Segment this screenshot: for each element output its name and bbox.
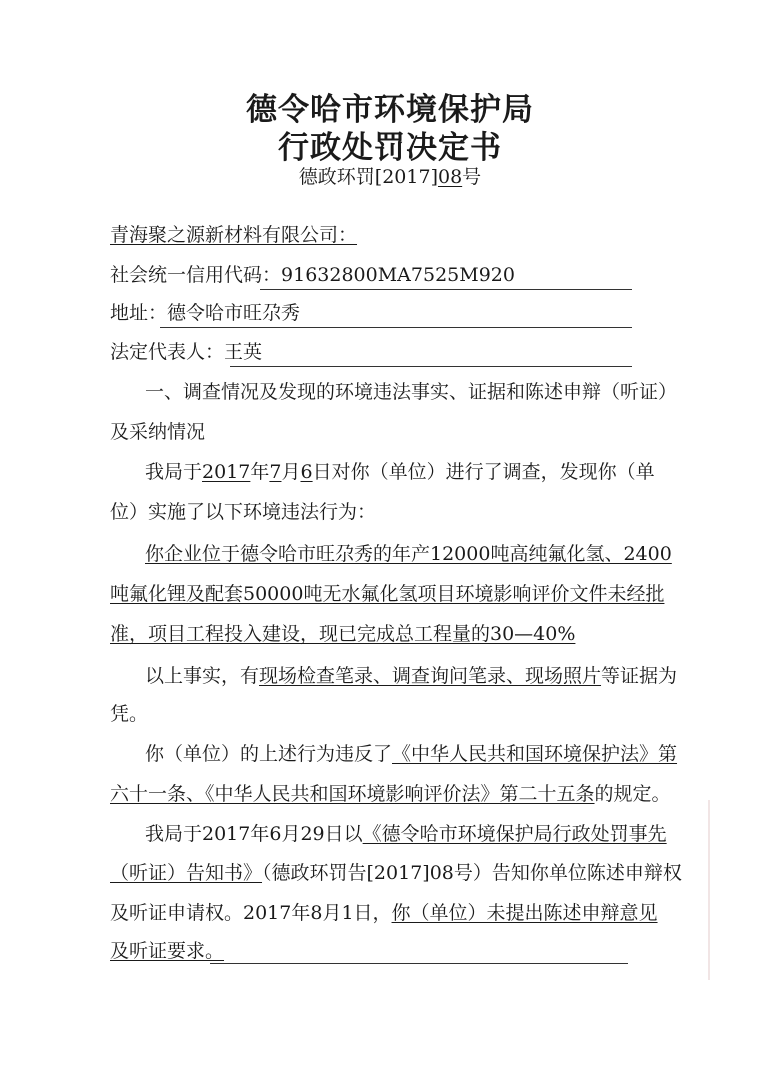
seam-stamp-shadow — [708, 800, 780, 980]
p5-text-b: （德政环罚告[2017]08号）告知你单位陈述申辩权 — [262, 862, 682, 884]
p5-text-l3a: 及听证申请权。2017年8月1日， — [110, 902, 392, 924]
title-line-1: 德令哈市环境保护局 — [246, 92, 534, 128]
final-underline — [210, 963, 628, 964]
representative-underline — [230, 366, 632, 367]
p1-day: 6 — [300, 461, 313, 483]
violation-line2: 吨氟化锂及配套50000吨无水氟化氢项目环境影响评价文件未经批 — [110, 583, 665, 605]
notice-line4 — [110, 942, 224, 961]
address-underline — [160, 327, 632, 328]
p5-notice1: 《德令哈市环境保护局行政处罚事先 — [362, 823, 667, 845]
p5-text-l4: 及听证要求。 — [110, 940, 225, 962]
address-value: 德令哈市旺尕秀 — [167, 302, 301, 324]
docno-num: 08 — [437, 166, 463, 188]
p4-text-b: 的规定。 — [594, 783, 671, 805]
party-name — [110, 226, 357, 245]
credit-code-label: 社会统一信用代码： — [110, 264, 282, 286]
p4-text-a: 你（单位）的上述行为违反了 — [145, 743, 393, 765]
evidence-line2: 凭。 — [110, 703, 149, 725]
paragraph1-line2: 位）实施了以下环境违法行为： — [110, 501, 377, 523]
p3-text-b: 等证据为 — [601, 665, 678, 687]
notice-line3 — [110, 904, 658, 923]
docno-prefix: 德政环罚[2017] — [298, 166, 438, 188]
representative-label: 法定代表人： — [110, 341, 225, 363]
p1-year: 2017 — [202, 461, 251, 483]
document-number — [0, 162, 780, 189]
p3-text-a: 以上事实，有 — [145, 665, 260, 687]
p5-text-l3b: 你（单位）未提出陈述申辩意见 — [391, 902, 658, 924]
law-line1 — [145, 745, 677, 764]
violation-line3: 准，项目工程投入建设，现已完成总工程量的30—40% — [110, 623, 576, 645]
notice-line2 — [110, 864, 682, 883]
credit-code-value: 91632800MA7525M920 — [281, 264, 515, 286]
p1-text-a: 我局于 — [145, 461, 203, 483]
section1-heading-line2: 及采纳情况 — [110, 421, 206, 443]
party-name-text: 青海聚之源新材料有限公司： — [110, 224, 358, 246]
violation-line1: 你企业位于德令哈市旺尕秀的年产12000吨高纯氟化氢、2400 — [145, 543, 672, 565]
evidence-line1 — [145, 667, 677, 686]
p1-text-b: 年 — [250, 461, 270, 483]
p4-law1: 《中华人民共和国环境保护法》第 — [392, 743, 678, 765]
p1-text-d: 日对你（单位）进行了调查，发现你（单 — [312, 461, 655, 483]
p5-notice2: （听证）告知书》 — [110, 862, 263, 884]
p1-month: 7 — [269, 461, 282, 483]
representative-row — [110, 343, 262, 362]
title-line-2: 行政处罚决定书 — [278, 130, 502, 166]
representative-value: 王英 — [224, 341, 263, 363]
address-label: 地址： — [110, 302, 168, 324]
notice-line1 — [145, 825, 667, 844]
p3-evidence: 现场检查笔录、调查询问笔录、现场照片 — [259, 665, 602, 687]
p1-text-c: 月 — [281, 461, 301, 483]
section1-heading-line1: 一、调查情况及发现的环境违法事实、证据和陈述申辩（听证） — [145, 381, 678, 403]
p5-text-a: 我局于2017年6月29日以 — [145, 823, 363, 845]
credit-code-row — [110, 266, 515, 285]
address-row — [110, 304, 300, 323]
p4-law2: 六十一条、《中华人民共和国环境影响评价法》第二十五条 — [110, 783, 595, 805]
credit-code-underline — [260, 289, 632, 290]
paragraph1-line1 — [145, 463, 655, 482]
law-line2 — [110, 785, 671, 804]
docno-suffix: 号 — [462, 166, 482, 188]
